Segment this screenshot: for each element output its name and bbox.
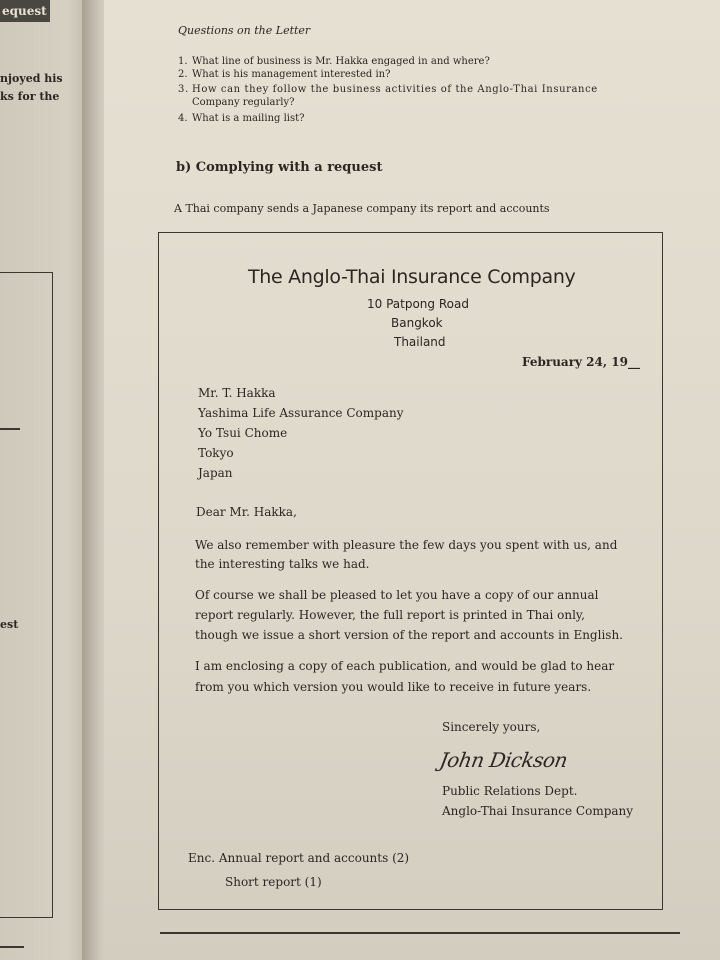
body-line: from you which version you would like to receive in future years.	[195, 680, 592, 694]
enclosure-line: Short report (1)	[225, 875, 322, 889]
body-line: We also remember with pleasure the few days you spent with us, and	[195, 538, 618, 552]
recipient-line: Yo Tsui Chome	[198, 426, 288, 440]
signer-line: Anglo-Thai Insurance Company	[442, 804, 634, 818]
body-line: though we issue a short version of the report and accounts in English.	[195, 628, 623, 642]
questions-title: Questions on the Letter	[178, 24, 311, 37]
body-line: the interesting talks we had.	[195, 557, 370, 571]
letter-salutation: Dear Mr. Hakka,	[196, 505, 297, 519]
section-title: b) Complying with a request	[176, 160, 383, 175]
recipient-line: Tokyo	[198, 446, 234, 460]
handwritten-signature: John Dickson	[437, 748, 570, 772]
body-line: report regularly. However, the full report is printed in Thai only,	[195, 608, 585, 622]
left-page-text-3: est	[0, 618, 19, 631]
question-item: 1. What line of business is Mr. Hakka engaged in and where?	[178, 56, 490, 67]
enclosure-line: Enc. Annual report and accounts (2)	[188, 851, 410, 865]
question-item: 2. What is his management interested in?	[178, 69, 391, 80]
letterhead-company: The Anglo-Thai Insurance Company	[248, 266, 576, 288]
question-item: 4. What is a mailing list?	[178, 113, 305, 124]
question-item: 3. How can they follow the business activities of the Anglo-Thai Insurance	[178, 84, 598, 95]
question-item-continuation: Company regularly?	[192, 97, 295, 108]
left-page-rule	[0, 428, 20, 430]
left-page-text-1: njoyed his	[0, 72, 63, 85]
body-line: I am enclosing a copy of each publication, and would be glad to hear	[195, 659, 615, 673]
left-page-bottom-rule	[0, 946, 24, 948]
signer-line: Public Relations Dept.	[442, 784, 578, 798]
letterhead-address-line: Bangkok	[391, 316, 443, 330]
section-intro: A Thai company sends a Japanese company its report and accounts	[174, 202, 550, 215]
body-line: Of course we shall be pleased to let you have a copy of our annual	[195, 588, 599, 602]
letter-date: February 24, 19__	[522, 355, 640, 369]
letterhead-address-line: Thailand	[394, 335, 446, 349]
letterhead-address-line: 10 Patpong Road	[367, 297, 469, 311]
recipient-line: Yashima Life Assurance Company	[198, 406, 404, 420]
recipient-line: Japan	[198, 466, 233, 480]
letter-closing: Sincerely yours,	[442, 720, 541, 734]
page-bottom-rule	[160, 932, 680, 934]
left-page-header-tab: equest	[0, 0, 50, 22]
left-page-box	[0, 272, 53, 918]
recipient-line: Mr. T. Hakka	[198, 386, 276, 400]
left-page-text-2: ks for the	[0, 90, 60, 103]
